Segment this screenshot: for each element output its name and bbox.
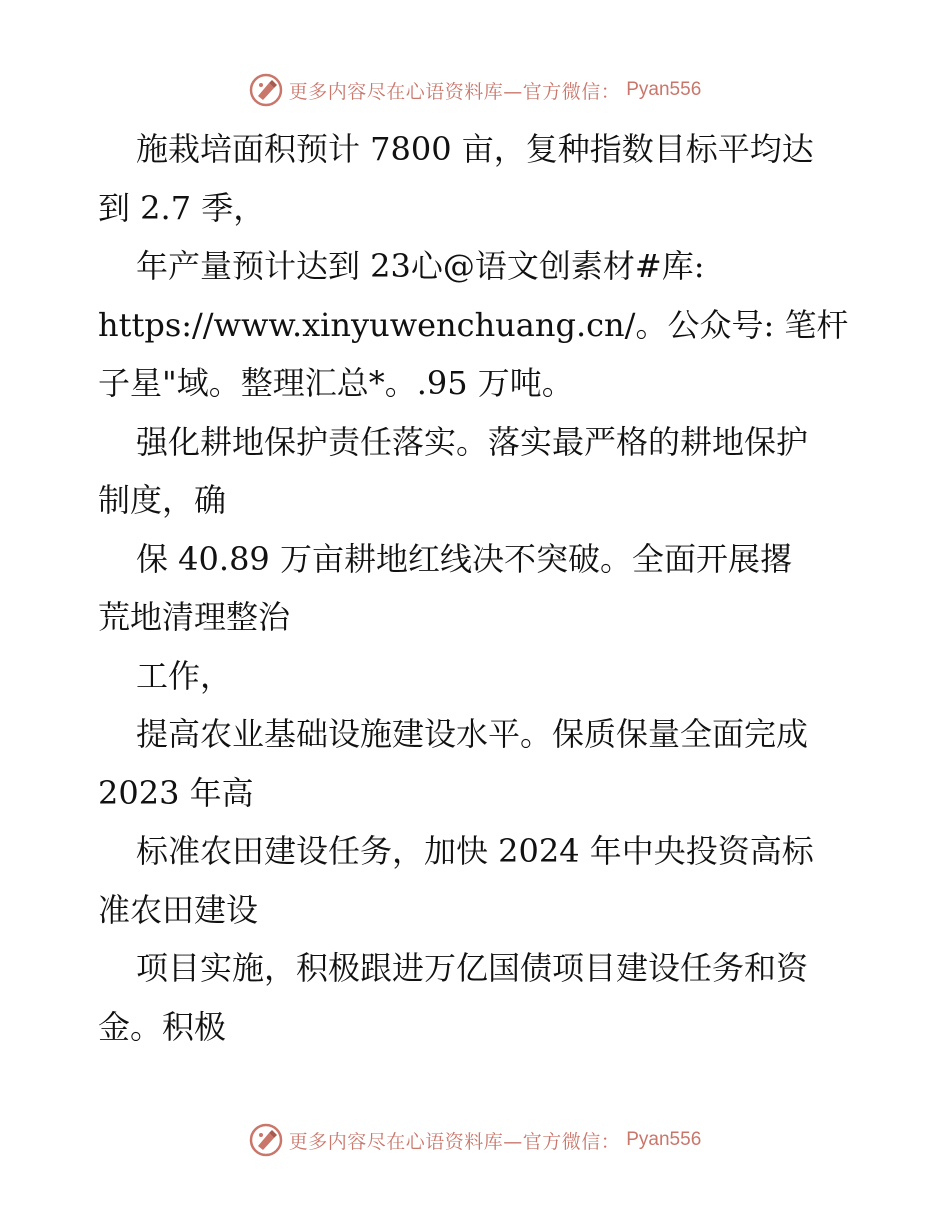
logo-icon	[249, 1123, 283, 1157]
body-line: https://www.xinyuwenchuang.cn/。公众号: 笔杆	[98, 305, 849, 344]
watermark-text: 更多内容尽在心语资料库—官方微信：	[288, 80, 621, 103]
body-line: 子星"域。整理汇总*。.95 万吨。	[98, 364, 574, 402]
body-line: 到 2.7 季，	[98, 188, 266, 227]
watermark-handle: Pyan556	[626, 1129, 702, 1150]
body-line: 施栽培面积预计 7800 亩，复种指数目标平均达	[136, 130, 814, 168]
body-line: 工作，	[136, 656, 233, 695]
body-line: 提高农业基础设施建设水平。保质保量全面完成	[136, 715, 809, 753]
footer-watermark	[0, 1120, 950, 1160]
header-watermark	[0, 70, 950, 110]
document-body	[98, 124, 868, 1060]
body-line: 保 40.89 万亩耕地红线决不突破。全面开展撂	[136, 539, 792, 578]
watermark-text: 更多内容尽在心语资料库—官方微信：	[288, 1130, 621, 1153]
watermark-handle: Pyan556	[626, 79, 702, 100]
body-line: 项目实施，积极跟进万亿国债项目建设任务和资	[136, 949, 809, 987]
body-line: 年产量预计达到 23心@语文创素材#库:	[136, 247, 705, 285]
logo-icon	[249, 73, 283, 107]
body-line: 荒地清理整治	[98, 598, 291, 636]
body-line: 2023 年高	[98, 773, 254, 812]
body-line: 准农田建设	[98, 890, 259, 929]
body-line: 制度，确	[98, 481, 227, 519]
body-line: 标准农田建设任务，加快 2024 年中央投资高标	[136, 832, 814, 870]
body-line: 强化耕地保护责任落实。落实最严格的耕地保护	[136, 422, 809, 461]
body-line: 金。积极	[98, 1007, 227, 1046]
